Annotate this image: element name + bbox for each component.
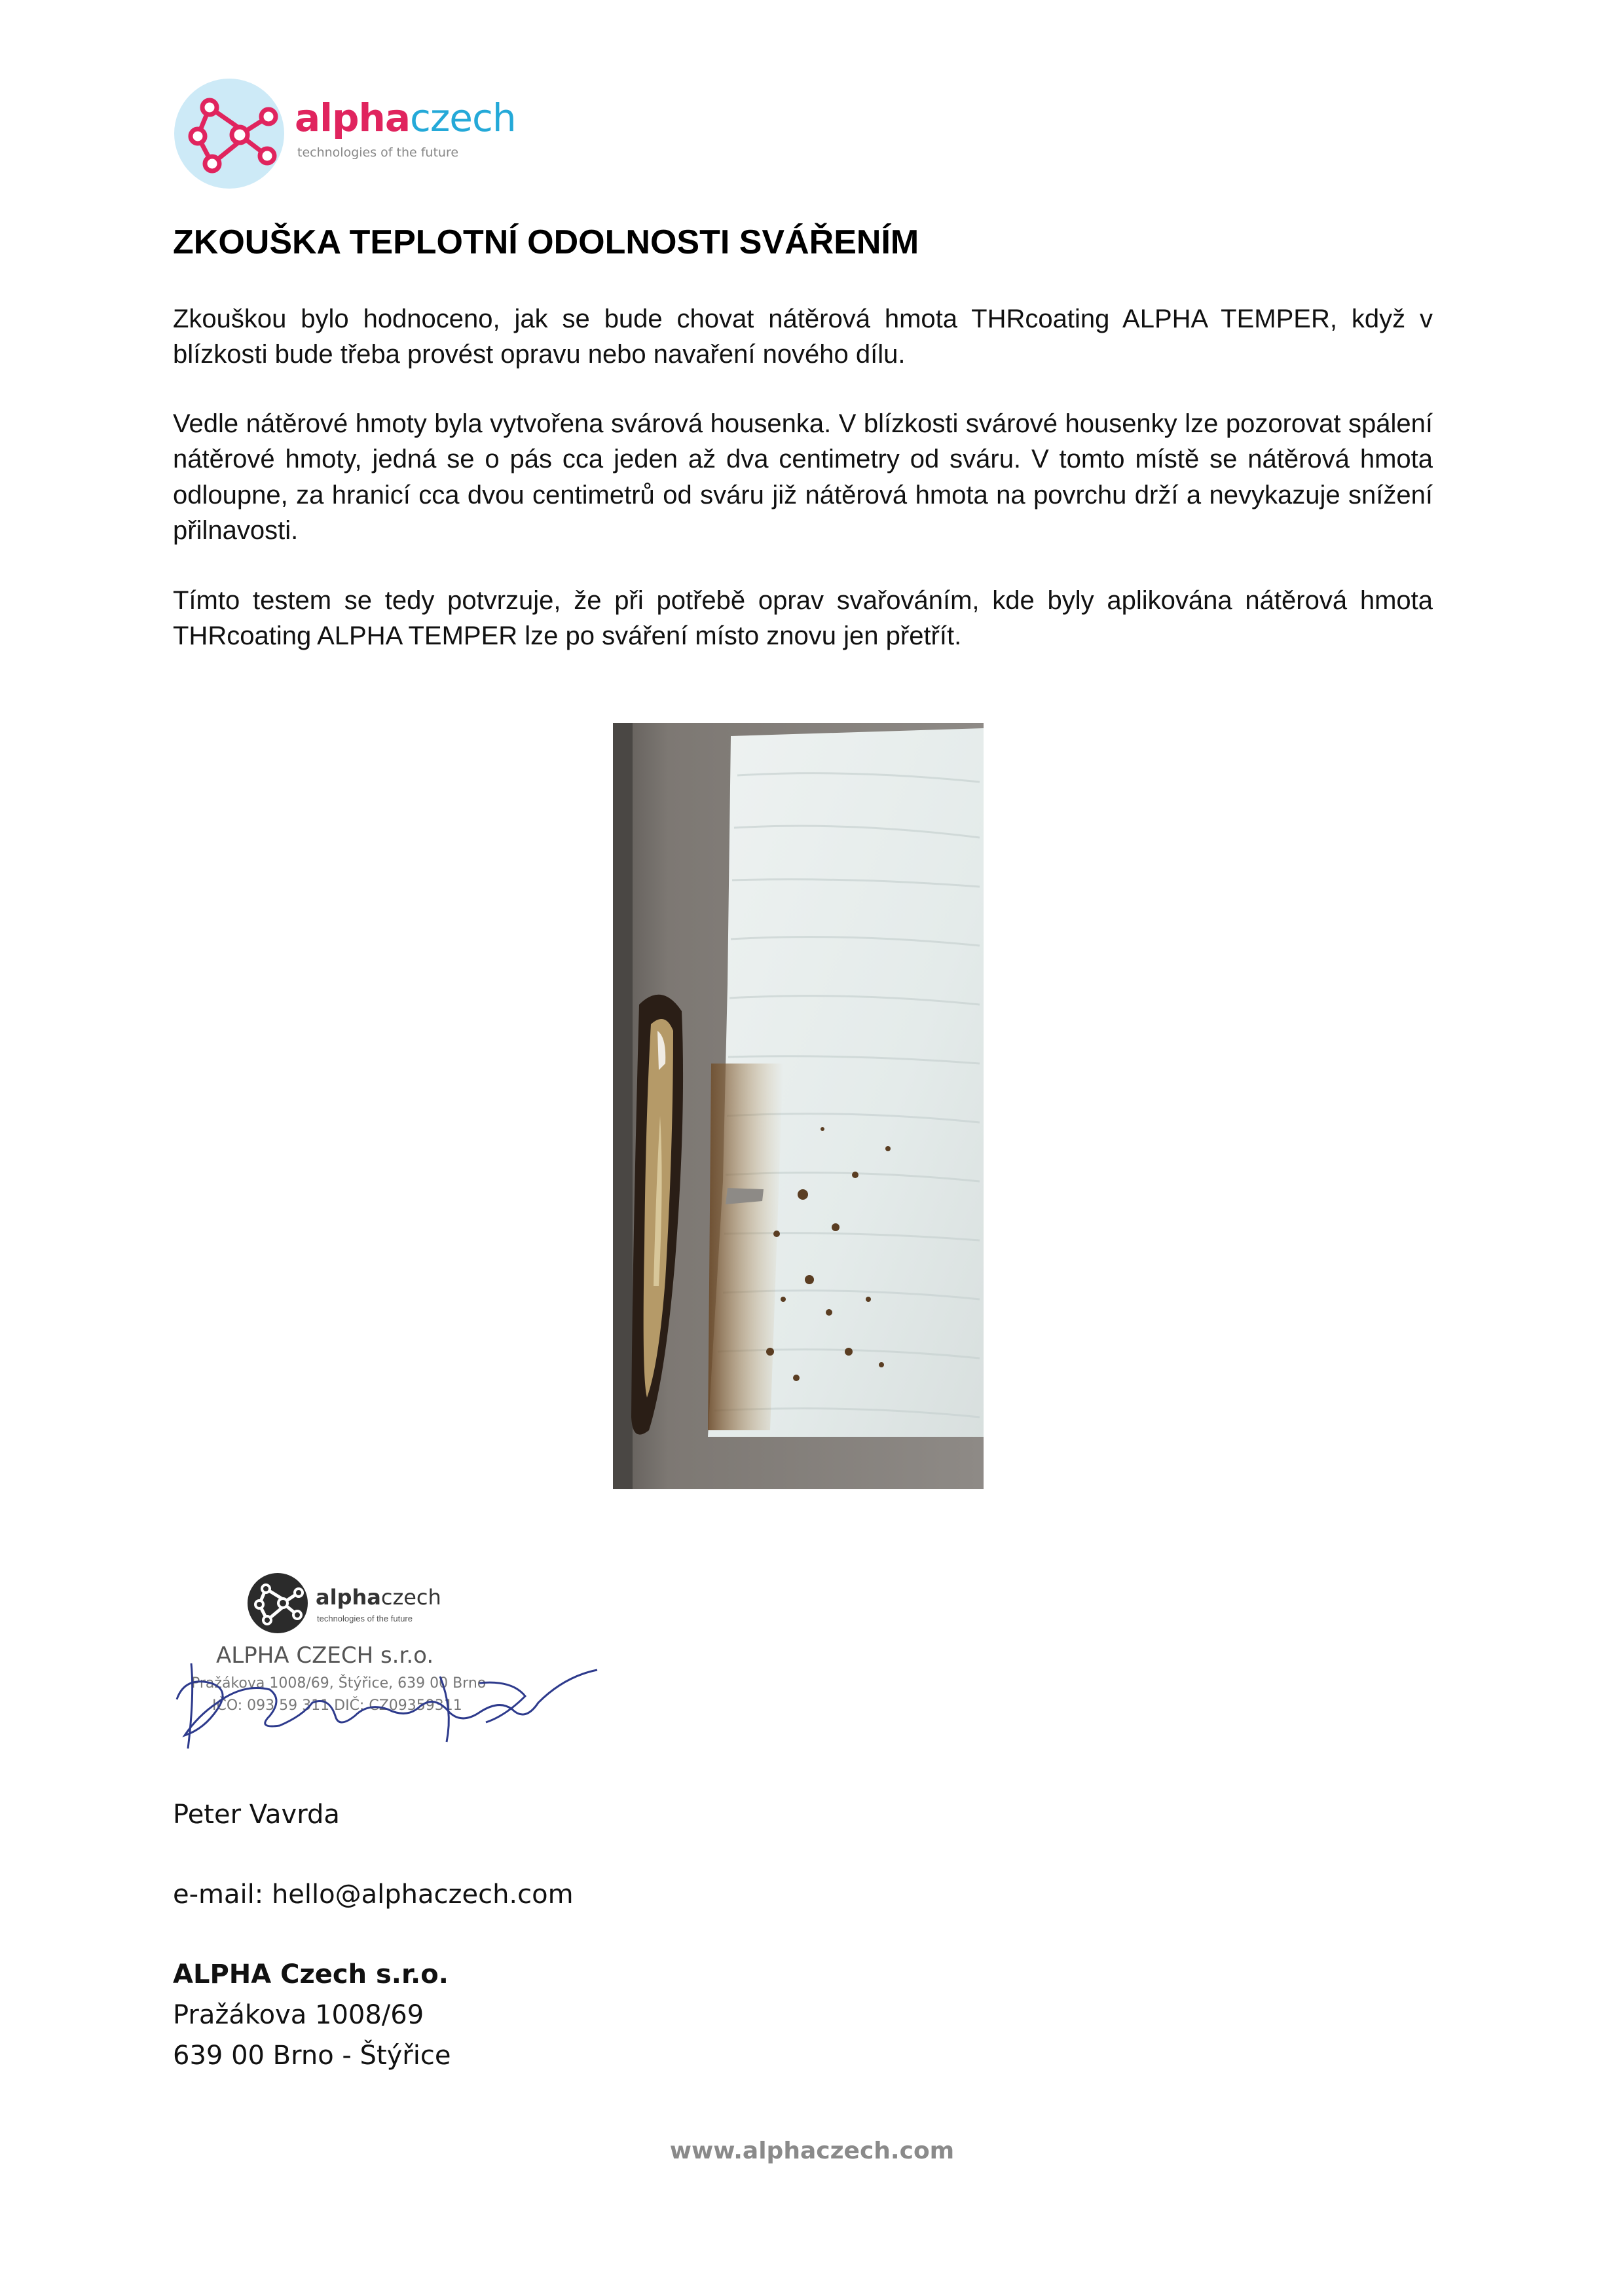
stamp-brand-bold: alpha — [316, 1585, 381, 1610]
paragraph-2: Vedle nátěrové hmoty byla vytvořena svárová housenka. V blízkosti svárové housenky lze pozorovat spálení nátěrové hmoty, jedná se o pás cca jeden až dva centimetry od sváru. V tomto místě se nátěrová hmota odloupne, za hranicí cca dvou centimetrů od sváru již nátěrová hmota na povrchu drží a nevykazuje snížení přilnavosti. — [173, 409, 1433, 546]
logo-wordmark — [295, 96, 516, 140]
company-stamp — [172, 1565, 617, 1762]
logo-tagline: technologies of the future — [297, 145, 459, 160]
signature — [172, 1637, 617, 1755]
contact-email[interactable]: e-mail: hello@alphaczech.com — [173, 1879, 574, 1910]
footer-website-link[interactable]: www.alphaczech.com — [669, 2138, 955, 2164]
signatory-name: Peter Vavrda — [173, 1800, 340, 1830]
stamp-brand-light: czech — [380, 1585, 441, 1610]
stamp-wordmark — [316, 1585, 441, 1610]
stamp-tagline: technologies of the future — [317, 1614, 413, 1623]
contact-city: 639 00 Brno - Štýřice — [173, 2041, 451, 2071]
logo-brand-bold: alpha — [295, 96, 410, 140]
paragraph-1: Zkouškou bylo hodnoceno, jak se bude chovat nátěrová hmota THRcoating ALPHA TEMPER, když v blízkosti bude třeba provést opravu nebo navaření nového dílu. — [173, 305, 1433, 369]
stamp-logo-icon — [245, 1570, 310, 1636]
stamp-company-ids: IČO: 093 59 311 DIČ: CZ09359311 — [212, 1697, 462, 1714]
document-title: ZKOUŠKA TEPLOTNÍ ODOLNOSTI SVÁŘENÍM — [173, 223, 919, 261]
contact-street: Pražákova 1008/69 — [173, 2000, 424, 2030]
logo-molecule-icon — [172, 77, 289, 195]
stamp-company-name: ALPHA CZECH s.r.o. — [216, 1642, 434, 1669]
stamp-address: Pražákova 1008/69, Štýřice, 639 00 Brno — [191, 1675, 487, 1692]
company-logo — [172, 77, 525, 195]
logo-brand-light: czech — [409, 96, 516, 140]
weld-test-photo — [613, 723, 984, 1489]
contact-company: ALPHA Czech s.r.o. — [173, 1959, 449, 1990]
paragraph-3: Tímto testem se tedy potvrzuje, že při potřebě oprav svařováním, kde byly aplikována nátěrová hmota THRcoating ALPHA TEMPER lze po sváření místo znovu jen přetřít. — [173, 586, 1433, 651]
